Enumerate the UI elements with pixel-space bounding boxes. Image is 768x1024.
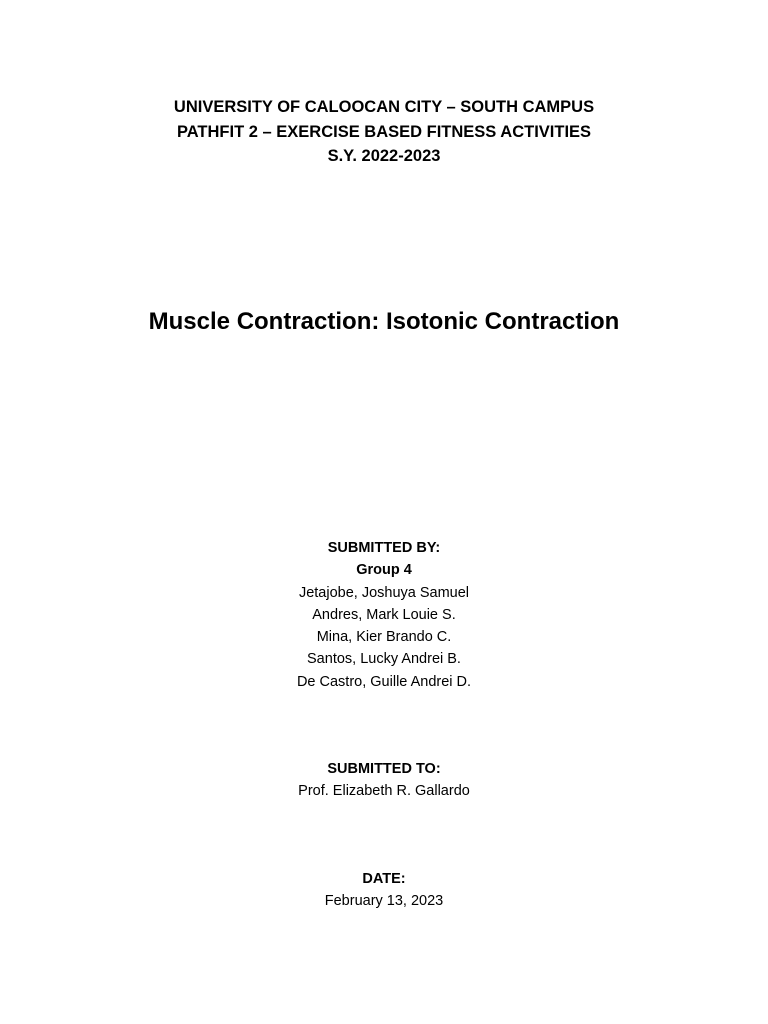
submitted-by-section [0, 537, 768, 693]
member-name: Santos, Lucky Andrei B. [307, 651, 461, 668]
member-name: Andres, Mark Louie S. [312, 606, 456, 623]
date-section [0, 868, 768, 913]
date-value: February 13, 2023 [324, 893, 444, 910]
member-name: Mina, Kier Brando C. [316, 629, 452, 646]
document-title: Muscle Contraction: Isotonic Contraction [148, 308, 620, 335]
course-name: PATHFIT 2 – EXERCISE BASED FITNESS ACTIVITIES [176, 122, 592, 141]
institution-header [0, 95, 768, 169]
group-name: Group 4 [356, 562, 412, 579]
member-name: De Castro, Guille Andrei D. [296, 673, 472, 690]
submitted-to-label: SUBMITTED TO: [327, 761, 441, 777]
university-name: UNIVERSITY OF CALOOCAN CITY – SOUTH CAMPUS [173, 98, 595, 116]
submitted-by-label: SUBMITTED BY: [327, 540, 441, 556]
date-label: DATE: [362, 871, 406, 887]
school-year: S.Y. 2022-2023 [327, 147, 441, 165]
submitted-to-section [0, 758, 768, 803]
member-name: Jetajobe, Joshuya Samuel [298, 584, 470, 601]
professor-name: Prof. Elizabeth R. Gallardo [298, 783, 470, 800]
